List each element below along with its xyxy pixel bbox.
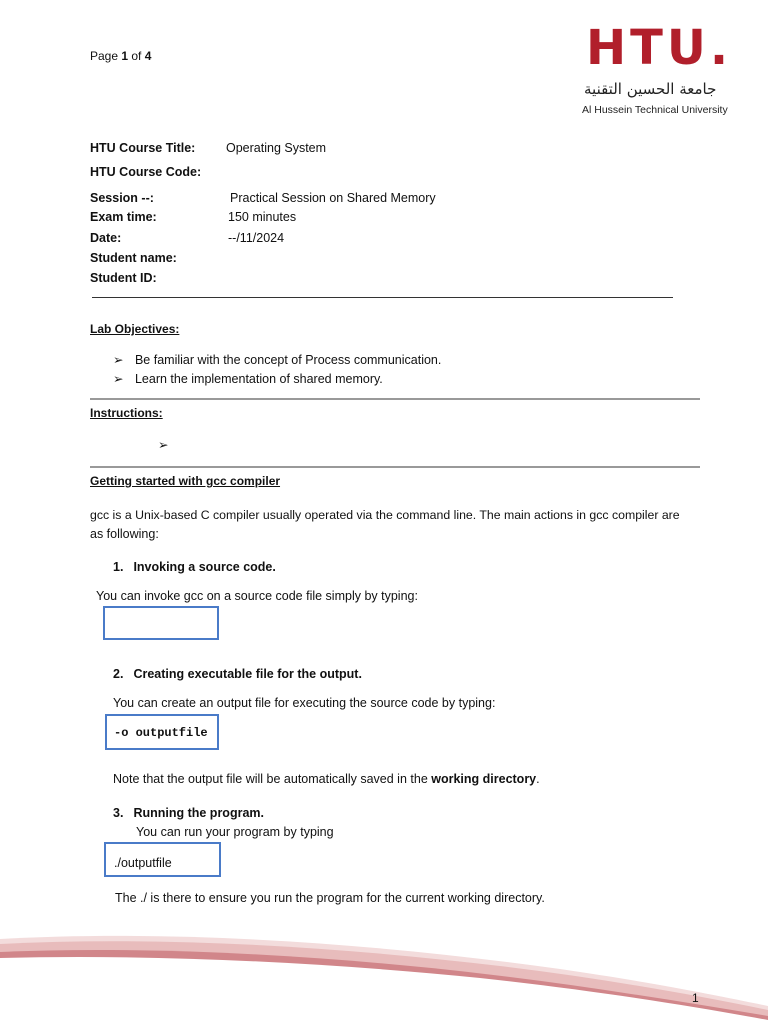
objectives-heading: Lab Objectives: (90, 322, 180, 336)
gcc-intro: gcc is a Unix-based C compiler usually operated via the command line. The main actions in gcc compiler are (90, 508, 680, 522)
student-id-label: Student ID: (90, 271, 157, 285)
code-box-run (104, 842, 221, 877)
course-code-label: HTU Course Code: (90, 165, 202, 179)
student-name-label: Student name: (90, 251, 177, 265)
logo-arabic: جامعة الحسين التقنية (584, 80, 717, 98)
section-divider (90, 466, 700, 468)
page-indicator: Page 1 of 4 (90, 49, 152, 63)
objective-item: ➢ Learn the implementation of shared memory. (113, 372, 383, 386)
gcc-intro-cont: as following: (90, 527, 159, 541)
output-note: Note that the output file will be automatically saved in the working directory. (113, 772, 540, 786)
code-output-flag: -o outputfile (114, 726, 208, 740)
step-2-heading: 2. Creating executable file for the output. (113, 667, 362, 681)
footer-wave-decoration (0, 924, 768, 1024)
course-title-label: HTU Course Title: (90, 141, 196, 155)
step-1-text: You can invoke gcc on a source code file simply by typing: (96, 589, 418, 603)
exam-time-label: Exam time: (90, 210, 157, 224)
instructions-heading: Instructions: (90, 406, 163, 420)
code-run: ./outputfile (114, 856, 172, 870)
logo-mark: HTU. (586, 20, 733, 76)
course-title-value: Operating System (226, 141, 327, 155)
step-1-heading: 1. Invoking a source code. (113, 560, 276, 574)
section-divider (90, 398, 700, 400)
step-2-text: You can create an output file for executing the source code by typing: (113, 696, 496, 710)
closing-note: The ./ is there to ensure you run the program for the current working directory. (115, 891, 545, 905)
arrow-bullet-icon: ➢ (113, 372, 124, 386)
session-label: Session --: (90, 191, 154, 205)
footer-page-number: 1 (692, 991, 699, 1005)
gcc-heading: Getting started with gcc compiler (90, 474, 281, 488)
arrow-bullet-icon: ➢ (158, 438, 169, 452)
step-3-text: You can run your program by typing (136, 825, 334, 839)
logo-english: Al Hussein Technical University (582, 104, 728, 116)
objective-item: ➢ Be familiar with the concept of Process communication. (113, 353, 442, 367)
exam-time-value: 150 minutes (228, 210, 297, 224)
date-label: Date: (90, 231, 122, 245)
university-logo (580, 20, 733, 122)
date-value: --/11/2024 (228, 231, 285, 245)
step-3-heading: 3. Running the program. (113, 806, 264, 820)
header-divider (92, 297, 673, 298)
code-box-output (105, 714, 219, 750)
code-box-invoke (103, 606, 219, 640)
session-value: Practical Session on Shared Memory (230, 191, 436, 205)
arrow-bullet-icon: ➢ (113, 353, 124, 367)
